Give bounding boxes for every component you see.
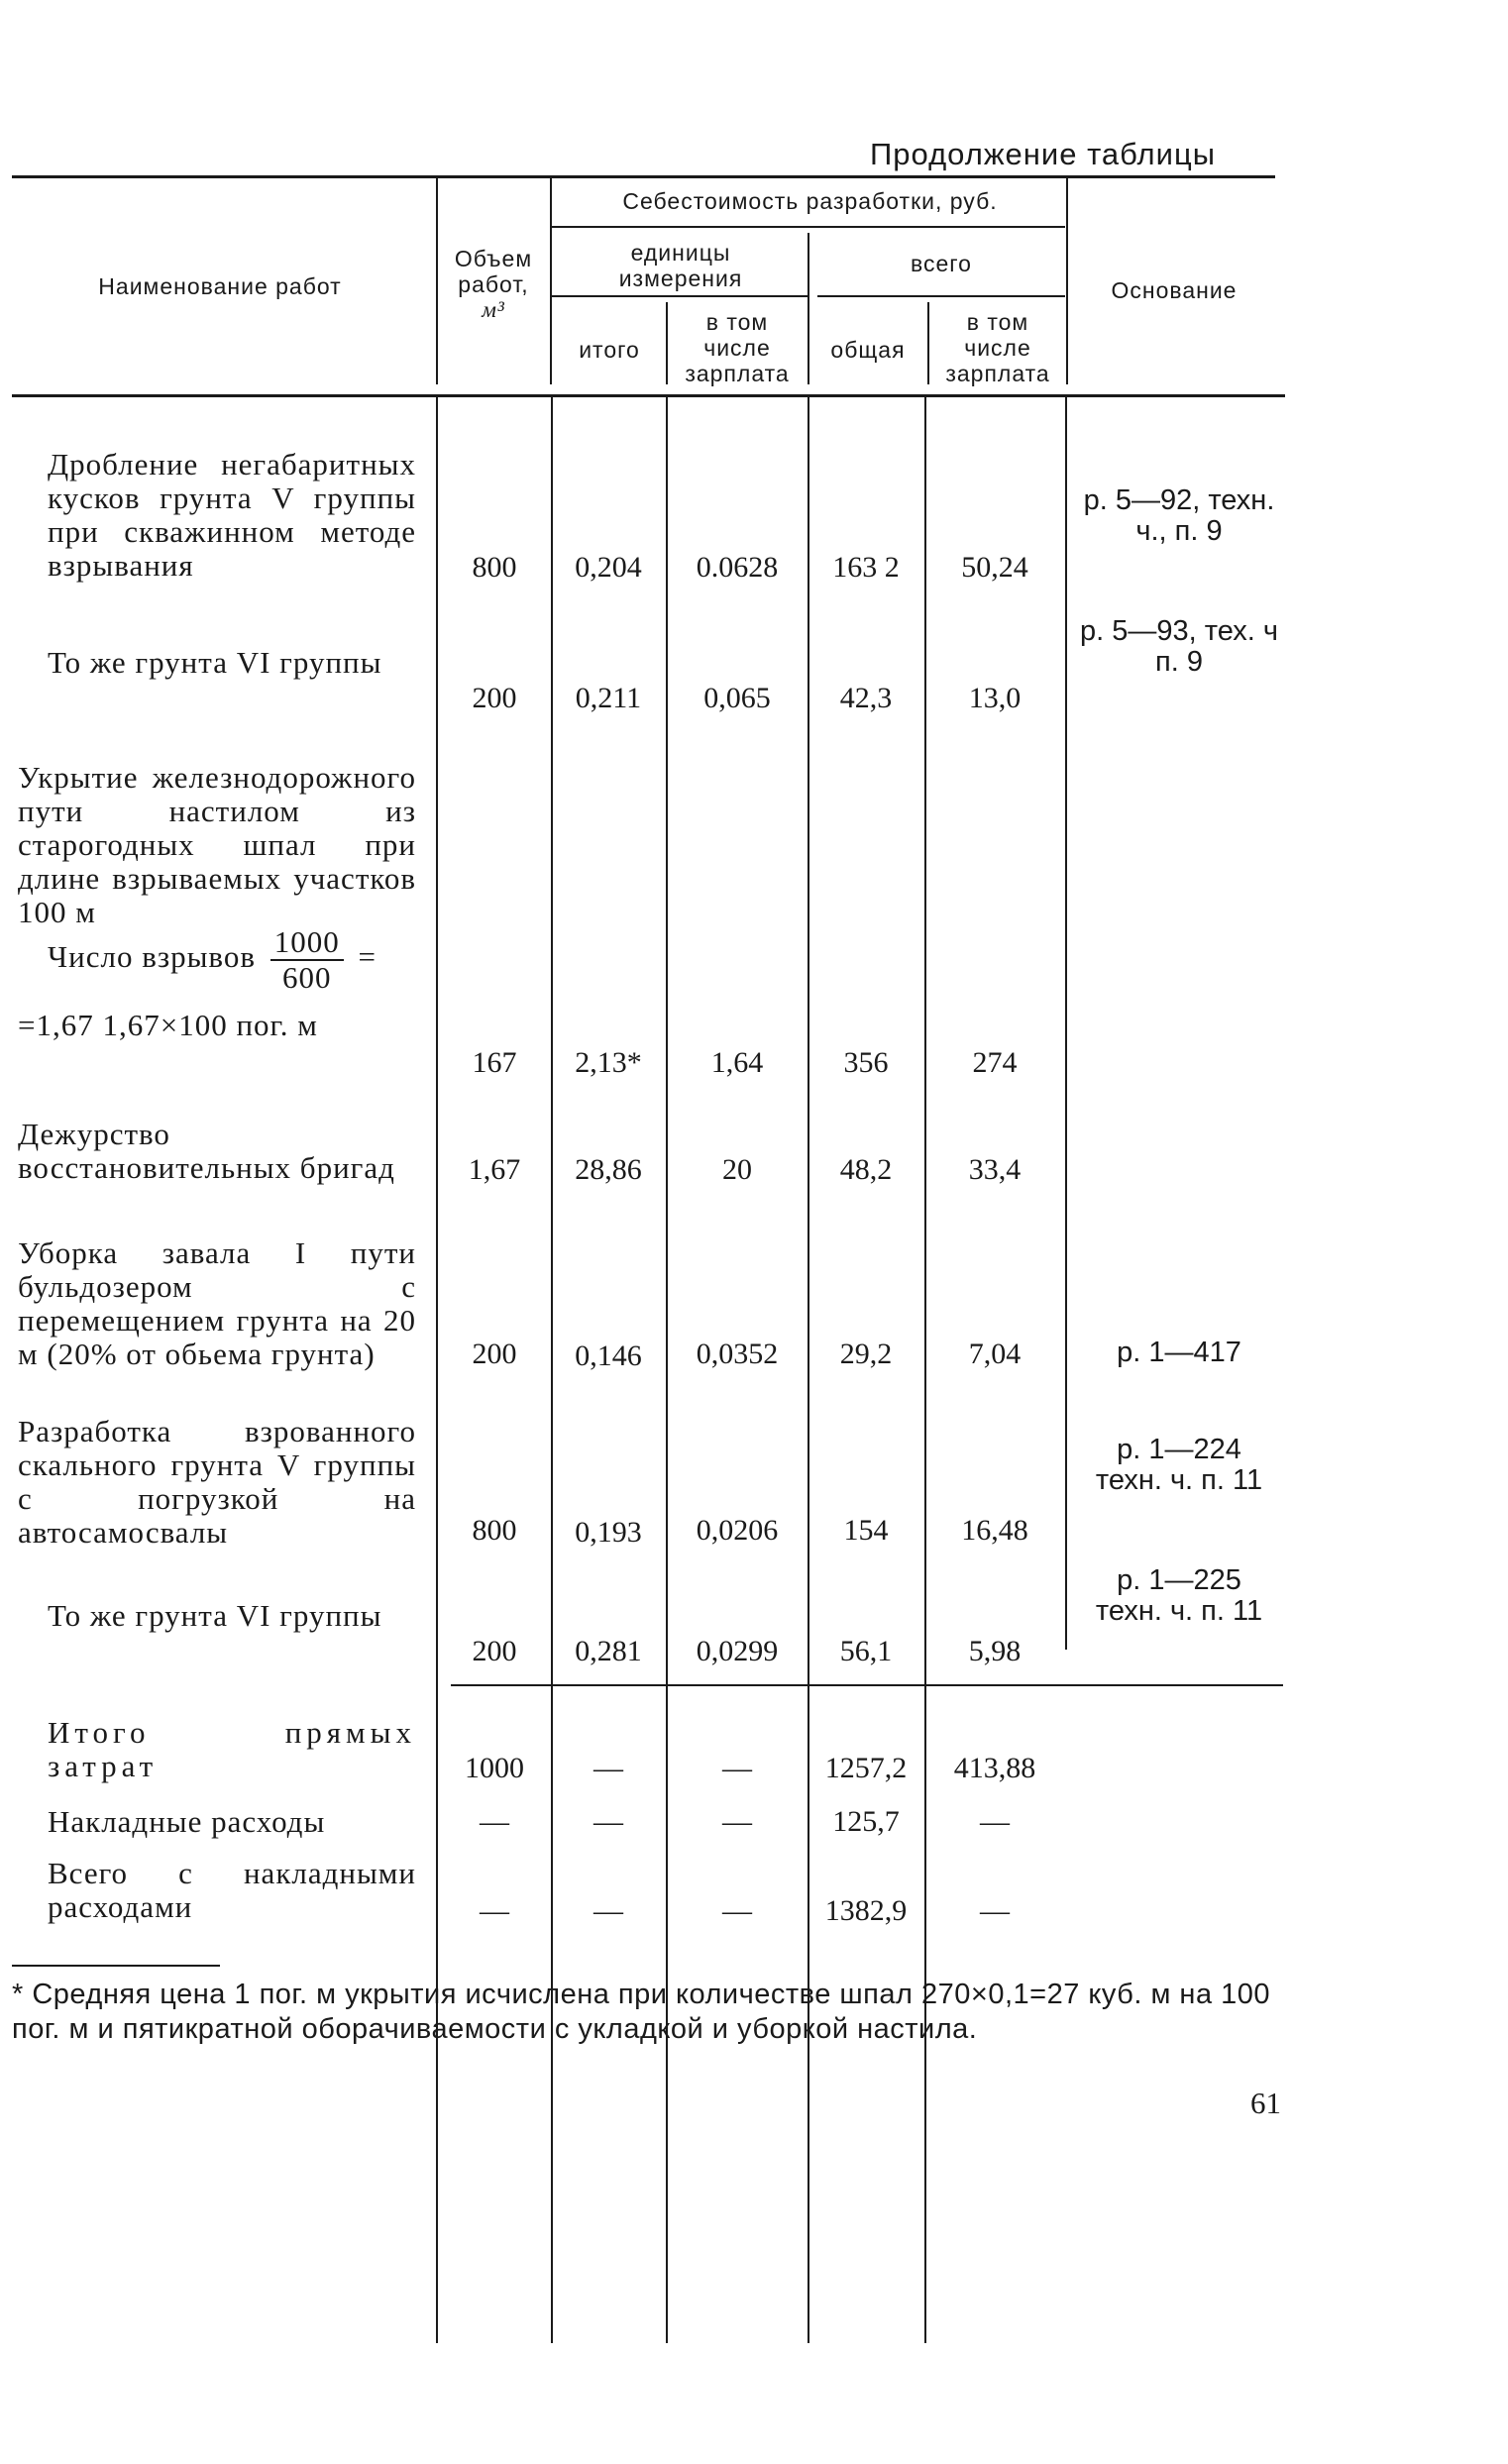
unit-total-cell: 2,13* (575, 1046, 642, 1079)
summary-unit-wage: — (722, 1805, 752, 1838)
volume-cell: 1,67 (468, 1153, 521, 1186)
basis-cell: р. 1—224 техн. ч. п. 11 (1095, 1434, 1263, 1496)
header-col-rule (927, 302, 929, 384)
work-name: Разработка взрованного скального грунта V группы с погрузкой на автосамосвалы (18, 1414, 416, 1550)
unit-total-cell: 0,146 (575, 1339, 642, 1372)
work-name: Уборка завала I пути бульдозером с перемещением грунта на 20 м (20% от обьема грунта) (18, 1235, 416, 1371)
work-name: То же грунта VI группы (48, 645, 382, 680)
unit-wage-cell: 0,0206 (696, 1514, 779, 1547)
summary-total-wage: — (980, 1894, 1010, 1927)
header-col-rule (436, 178, 438, 384)
unit-total-cell: 0,211 (575, 682, 642, 714)
body-col-rule (1065, 396, 1067, 1650)
volume-cell: 167 (472, 1046, 517, 1079)
total-cell: 163 2 (832, 551, 900, 584)
header-incl-wage: в том числе зарплата (685, 309, 790, 386)
total-wage-cell: 16,48 (961, 1514, 1028, 1547)
work-name: Дробление негабаритных кусков грунта V группы при скважинном методе взрывания (48, 447, 416, 583)
basis-cell: р. 5—93, тех. ч п. 9 (1080, 615, 1278, 678)
basis-cell: р. 1—417 (1117, 1337, 1241, 1368)
work-name: То же грунта VI группы (48, 1598, 382, 1633)
total-cell: 56,1 (839, 1635, 893, 1667)
header-bottom-rule (12, 394, 1285, 397)
summary-name: Всего с накладными расходами (48, 1856, 416, 1924)
volume-cell: 200 (472, 1635, 517, 1667)
total-wage-cell: 5,98 (968, 1635, 1022, 1667)
total-wage-cell: 33,4 (968, 1153, 1022, 1186)
unit-wage-cell: 0,0299 (696, 1635, 779, 1667)
unit-wage-cell: 0,065 (703, 682, 771, 714)
total-wage-cell: 274 (972, 1046, 1018, 1079)
table-continuation-caption: Продолжение таблицы (870, 137, 1216, 171)
total-wage-cell: 7,04 (968, 1338, 1022, 1370)
unit-wage-cell: 20 (722, 1153, 752, 1186)
unit-wage-cell: 1,64 (710, 1046, 764, 1079)
work-name: =1,67 1,67×100 пог. м (18, 1008, 318, 1042)
total-cell: 356 (843, 1046, 889, 1079)
header-volume-unit: м³ (482, 297, 505, 322)
unit-total-cell: 28,86 (575, 1153, 642, 1186)
fraction (270, 925, 344, 995)
total-wage-cell: 50,24 (961, 551, 1028, 584)
header-top-rule (12, 175, 1275, 178)
fraction-denominator: 600 (282, 960, 332, 995)
summary-name: Итого прямых затрат (48, 1715, 416, 1783)
header-col-rule (666, 302, 668, 384)
footnote-rule (12, 1965, 220, 1967)
summary-total: 1257,2 (824, 1752, 908, 1784)
work-name-fraction (48, 925, 436, 995)
summary-unit-wage: — (722, 1894, 752, 1927)
summary-total: 125,7 (832, 1805, 900, 1838)
basis-cell: р. 1—225 техн. ч. п. 11 (1095, 1564, 1263, 1627)
unit-total-cell: 0,204 (575, 551, 642, 584)
unit-total-cell: 0,281 (575, 1635, 642, 1667)
volume-cell: 200 (472, 682, 517, 714)
unit-total-cell: 0,193 (575, 1516, 642, 1549)
total-cell: 29,2 (839, 1338, 893, 1370)
summary-unit-total: — (593, 1805, 623, 1838)
unit-group-rule (550, 295, 808, 297)
summary-name: Накладные расходы (48, 1804, 326, 1839)
summary-total: 1382,9 (824, 1894, 908, 1927)
footnote: * Средняя цена 1 пог. м укрытия исчислена при количестве шпал 270×0,1=27 куб. м на 100 пог. м и пятикратной оборачиваемости с укладкой и уборкой настила. (12, 1979, 1271, 2045)
summary-unit-total: — (593, 1752, 623, 1784)
summary-volume: — (480, 1805, 509, 1838)
total-group-rule (817, 295, 1065, 297)
work-name: Укрытие железнодорожного пути настилом из старогодных шпал при длине взрываемых участков 100 м (18, 760, 416, 929)
summary-total-wage: — (980, 1805, 1010, 1838)
fraction-numerator: 1000 (270, 925, 344, 961)
page-number: 61 (1250, 2086, 1281, 2120)
total-cell: 154 (843, 1514, 889, 1547)
header-general: общая (830, 337, 906, 363)
summary-total-wage: 413,88 (953, 1752, 1036, 1784)
unit-wage-cell: 0.0628 (696, 551, 779, 584)
summary-volume: — (480, 1894, 509, 1927)
header-basis: Основание (1111, 277, 1238, 303)
volume-cell: 800 (472, 1514, 517, 1547)
fraction-label: Число взрывов (48, 939, 256, 975)
unit-wage-cell: 0,0352 (696, 1338, 779, 1370)
header-total-group: всего (911, 251, 972, 276)
summary-volume: 1000 (465, 1752, 524, 1784)
header-volume-label: Объем работ, (454, 246, 533, 297)
body-col-rule (436, 396, 438, 2343)
cost-group-rule (550, 226, 1065, 228)
header-col-rule (1066, 178, 1068, 384)
work-name: Дежурство восстановительных бригад (18, 1117, 395, 1185)
header-col-rule (808, 233, 809, 384)
total-cell: 42,3 (839, 682, 893, 714)
header-col-rule (550, 178, 552, 384)
summary-unit-total: — (593, 1894, 623, 1927)
header-itogo: итого (579, 337, 640, 363)
header-incl-wage-2: в том числе зарплата (945, 309, 1050, 386)
basis-cell: р. 5—92, техн. ч., п. 9 (1083, 484, 1275, 547)
header-volume (440, 246, 547, 323)
total-cell: 48,2 (839, 1153, 893, 1186)
header-per-unit: единицы измерения (618, 240, 743, 291)
volume-cell: 800 (472, 551, 517, 584)
total-wage-cell: 13,0 (968, 682, 1022, 714)
volume-cell: 200 (472, 1338, 517, 1370)
summary-rule (451, 1684, 1283, 1686)
summary-unit-wage: — (722, 1752, 752, 1784)
header-name: Наименование работ (98, 273, 342, 299)
header-cost: Себестоимость разработки, руб. (622, 188, 998, 214)
fraction-equals: = (358, 939, 377, 975)
